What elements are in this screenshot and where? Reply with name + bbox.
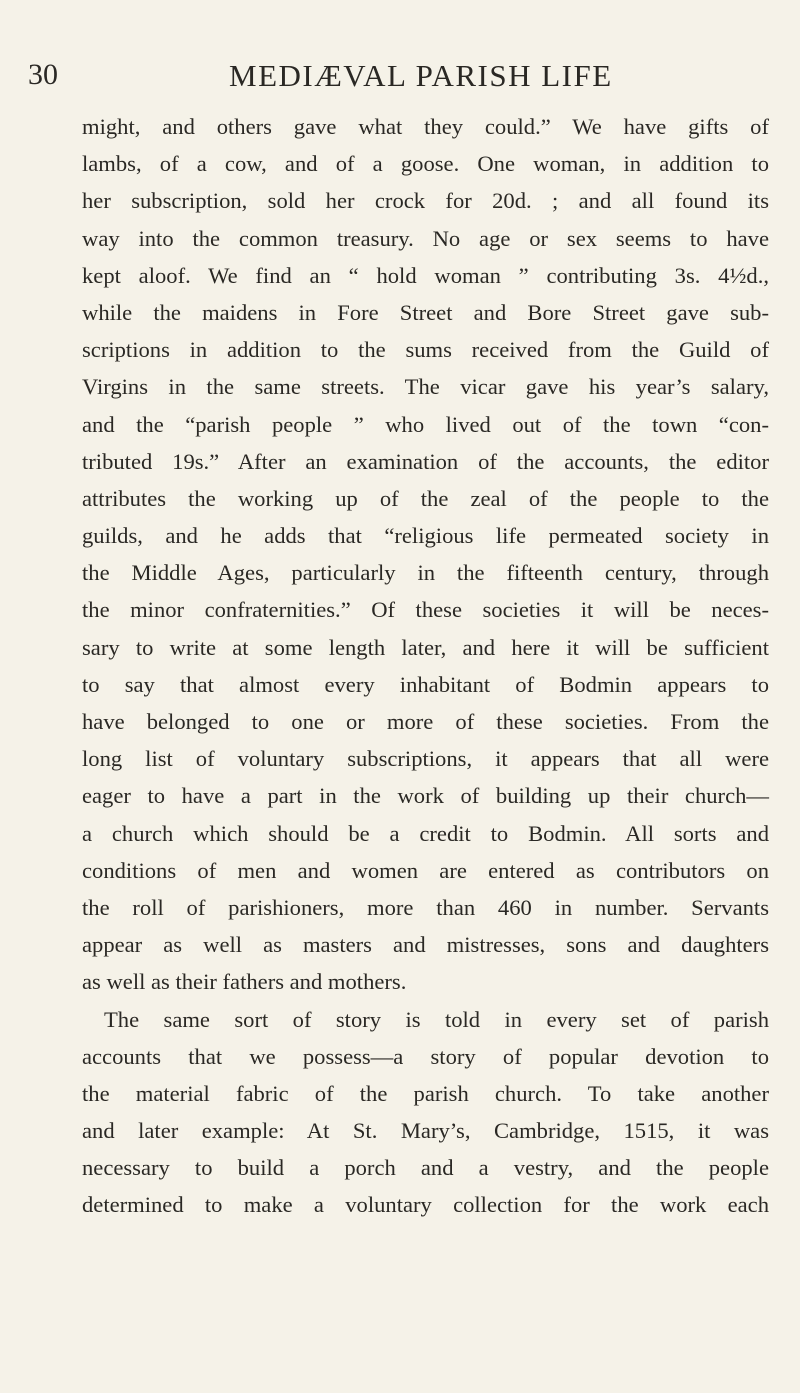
text-line: conditions of men and women are entered as contributors on <box>82 857 769 883</box>
text-line: a church which should be a credit to Bodmin. All sorts and <box>82 820 769 846</box>
text-line: the material fabric of the parish church. To take another <box>82 1080 769 1106</box>
paragraph-end-line: as well as their fathers and mothers. <box>82 969 407 995</box>
text-line: appear as well as masters and mistresses, sons and daughters <box>82 932 769 958</box>
text-line: tributed 19s.” After an examination of the accounts, the editor <box>82 448 769 474</box>
text-line: long list of voluntary subscriptions, it appears that all were <box>82 746 769 772</box>
body-text <box>82 108 769 1224</box>
text-line: necessary to build a porch and a vestry, and the people <box>82 1155 769 1181</box>
text-line: way into the common treasury. No age or sex seems to have <box>82 225 769 251</box>
text-line: lambs, of a cow, and of a goose. One woman, in addition to <box>82 151 769 177</box>
text-line: scriptions in addition to the sums received from the Guild of <box>82 337 769 363</box>
paragraph-start-line: The same sort of story is told in every set of parish <box>104 1006 769 1032</box>
text-line: might, and others gave what they could.” We have gifts of <box>82 114 769 139</box>
page-number: 30 <box>28 58 58 91</box>
text-line: the roll of parishioners, more than 460 in number. Servants <box>82 894 769 920</box>
text-line: the minor confraternities.” Of these societies it will be neces- <box>82 597 769 623</box>
text-line: eager to have a part in the work of building up their church— <box>82 783 769 809</box>
text-line: attributes the working up of the zeal of the people to the <box>82 485 769 511</box>
running-head <box>28 52 764 100</box>
text-line: have belonged to one or more of these societies. From the <box>82 709 769 734</box>
text-line: her subscription, sold her crock for 20d. ; and all found its <box>82 188 769 214</box>
text-line: guilds, and he adds that “religious life permeated society in <box>82 523 769 549</box>
text-line: Virgins in the same streets. The vicar gave his year’s salary, <box>82 374 769 400</box>
text-line: while the maidens in Fore Street and Bore Street gave sub- <box>82 299 769 325</box>
text-line: to say that almost every inhabitant of Bodmin appears to <box>82 671 769 697</box>
text-line: the Middle Ages, particularly in the fifteenth century, through <box>82 560 769 586</box>
running-title: MEDIÆVAL PARISH LIFE <box>229 58 613 93</box>
text-line: kept aloof. We find an “ hold woman ” contributing 3s. 4½d., <box>82 262 769 288</box>
text-line: and later example: At St. Mary’s, Cambridge, 1515, it was <box>82 1118 769 1144</box>
text-line: and the “parish people ” who lived out of the town “con- <box>82 411 769 437</box>
text-line: determined to make a voluntary collection for the work each <box>82 1192 769 1218</box>
text-line: accounts that we possess—a story of popular devotion to <box>82 1043 769 1069</box>
text-line: sary to write at some length later, and here it will be sufficient <box>82 634 769 660</box>
